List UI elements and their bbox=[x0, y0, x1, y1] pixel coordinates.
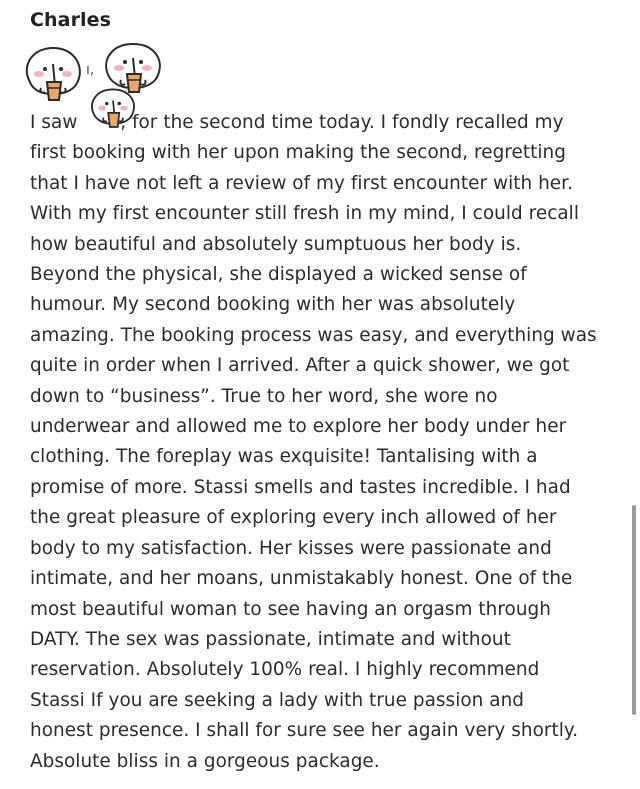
review-body: I saw , for the second time today. I fondly recalled my first booking with her upon making the second, regretting that I have not left a review of my first encounter with her. With my first encounter still fresh in my mind, I could recall how beautiful and absolutely sumptuous her body is. Beyond the physical, she displayed a wicked sense of humour. My second booking with her was absolutely amazing. The booking process was easy, and everything was quite in order when I arrived. After a quick shower, we got down to “business”. True to her word, she wore no underwear and allowed me to explore her body under her clothing. The foreplay was exquisite! Tantalising with a promise of more. Stassi smells and tastes incredible. I had the great pleasure of exploring every inch allowed of her body to my satisfaction. Her kisses were passionate and intimate, and her moans, unmistakably honest. One of the most beautiful woman to see having an orgasm through DATY. The sex was passionate, intimate and without reservation. Absolutely 100% real. I highly recommend Stassi If you are seeking a lady with true passion and honest presence. I shall for sure see her again very shortly. Absolute bliss in a gorgeous package. bbox=[30, 112, 597, 772]
reviewer-name: Charles bbox=[30, 9, 112, 31]
stray-mark: ı, bbox=[86, 62, 95, 78]
scrollbar-thumb[interactable] bbox=[632, 505, 636, 715]
boba-drinking-character-icon bbox=[21, 44, 85, 106]
